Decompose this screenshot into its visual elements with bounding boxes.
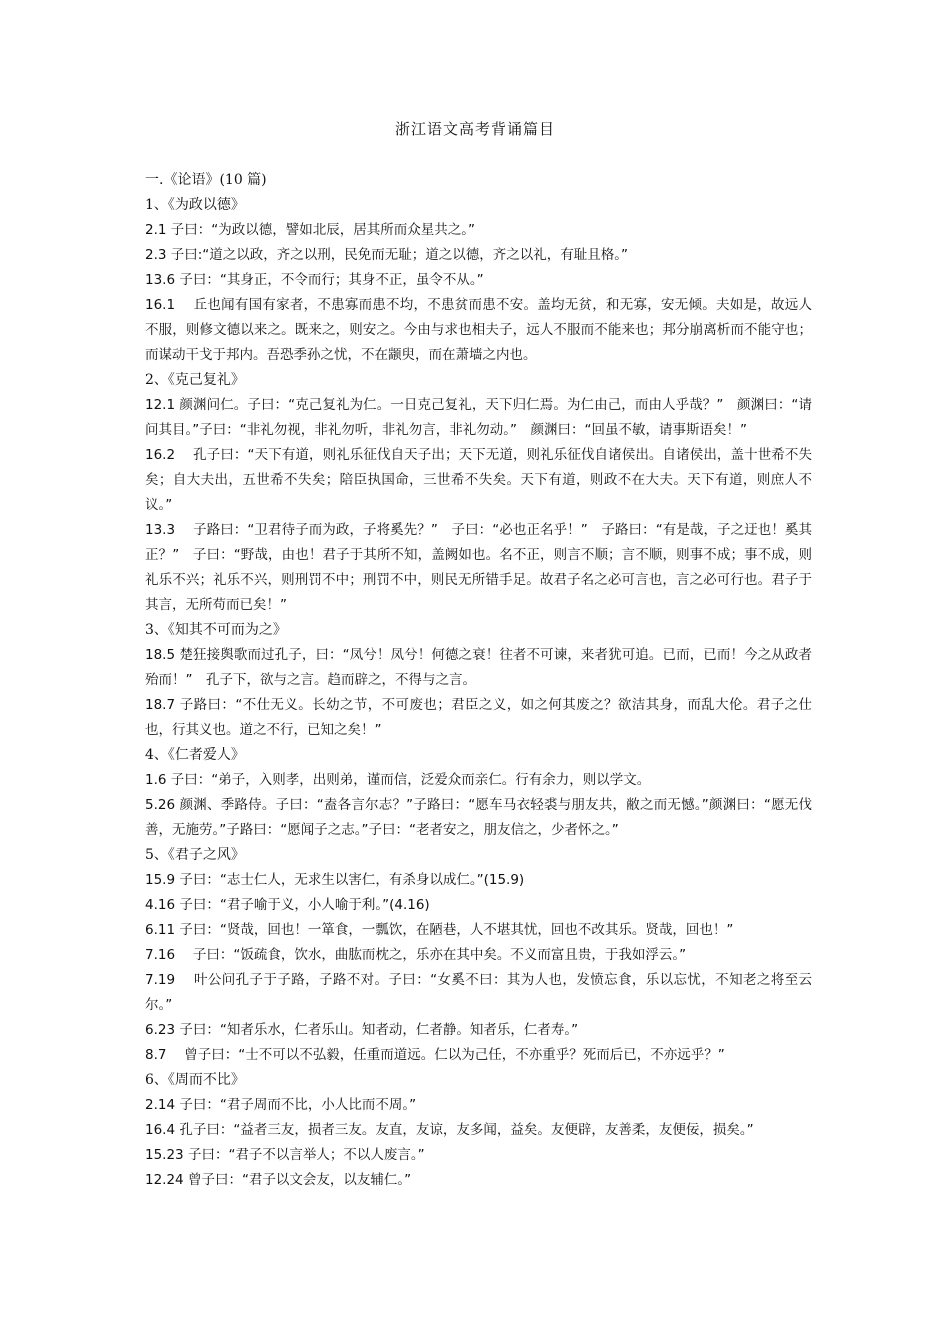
passage-line: 16.4 孔子曰：“益者三友，损者三友。友直，友谅，友多闻，益矣。友便辟，友善柔，友便佞，损矣。” (145, 1122, 754, 1138)
section-heading: 一.《论语》(10 篇) (145, 172, 267, 188)
section-heading: 5、《君子之风》 (145, 847, 245, 863)
passage-line: 7.19 叶公问孔子于子路，子路不对。子曰：“女奚不曰：其为人也，发愤忘食，乐以忘忧，不知老之将至云尔。” (145, 972, 812, 1013)
section-heading: 3、《知其不可而为之》 (145, 622, 287, 638)
passage-line: 7.16 子曰：“饭疏食，饮水，曲肱而枕之，乐亦在其中矣。不义而富且贵，于我如浮云。” (145, 947, 687, 963)
section-heading: 2、《克己复礼》 (145, 372, 245, 388)
section-heading: 6、《周而不比》 (145, 1072, 245, 1088)
passage-line: 8.7 曾子曰：“士不可以不弘毅，任重而道远。仁以为己任，不亦重乎？死而后已，不亦远乎？” (145, 1047, 725, 1063)
passage-line: 12.24 曾子曰：“君子以文会友，以友辅仁。” (145, 1172, 412, 1188)
passage-line: 18.5 楚狂接舆歌而过孔子，曰：“凤兮！凤兮！何德之衰！往者不可谏，来者犹可追。已而，已而！今之从政者殆而！” 孔子下，欲与之言。趋而辟之，不得与之言。 (145, 647, 812, 688)
passage-line: 6.11 子曰：“贤哉，回也！一箪食，一瓢饮，在陋巷，人不堪其忧，回也不改其乐。贤哉，回也！” (145, 922, 734, 938)
passage-line: 6.23 子曰：“知者乐水，仁者乐山。知者动，仁者静。知者乐，仁者寿。” (145, 1022, 579, 1038)
passage-line: 15.9 子曰：“志士仁人，无求生以害仁，有杀身以成仁。”(15.9) (145, 872, 525, 888)
passage-line: 5.26 颜渊、季路侍。子曰：“盍各言尔志？”子路曰：“愿车马衣轻裘与朋友共，敝之而无憾。”颜渊曰：“愿无伐善，无施劳。”子路曰：“愿闻子之志。”子曰：“老者安之，朋友信之，少者怀之。” (145, 797, 812, 838)
passage-line: 12.1 颜渊问仁。子曰：“克己复礼为仁。一日克己复礼，天下归仁焉。为仁由己，而由人乎哉？” 颜渊曰：“请问其目。”子曰：“非礼勿视，非礼勿听，非礼勿言，非礼勿动。” 颜渊曰：“回虽不敏，请事斯语矣！” (145, 397, 812, 438)
passage-line: 2.14 子曰：“君子周而不比，小人比而不周。” (145, 1097, 417, 1113)
document-body (145, 168, 812, 1193)
passage-line: 16.1 丘也闻有国有家者，不患寡而患不均，不患贫而患不安。盖均无贫，和无寡，安无倾。夫如是，故远人不服，则修文德以来之。既来之，则安之。今由与求也相夫子，远人不服而不能来也；邦分崩离析而不能守也；而谋动干戈于邦内。吾恐季孙之忧，不在颛臾，而在萧墙之内也。 (145, 297, 812, 363)
section-heading: 1、《为政以德》 (145, 197, 245, 213)
passage-line: 18.7 子路曰：“不仕无义。长幼之节，不可废也；君臣之义，如之何其废之？欲洁其身，而乱大伦。君子之仕也，行其义也。道之不行，已知之矣！” (145, 697, 812, 738)
passage-line: 4.16 子曰：“君子喻于义，小人喻于利。”(4.16) (145, 897, 430, 913)
passage-line: 1.6 子曰：“弟子，入则孝，出则弟，谨而信，泛爱众而亲仁。行有余力，则以学文。 (145, 772, 651, 788)
passage-line: 2.3 子曰:“道之以政，齐之以刑，民免而无耻；道之以德，齐之以礼，有耻且格。” (145, 247, 629, 263)
passage-line: 13.6 子曰：“其身正，不令而行；其身不正，虽令不从。” (145, 272, 484, 288)
passage-line: 16.2 孔子曰：“天下有道，则礼乐征伐自天子出；天下无道，则礼乐征伐自诸侯出。自诸侯出，盖十世希不失矣；自大夫出，五世希不失矣；陪臣执国命，三世希不失矣。天下有道，则政不在大夫。天下有道，则庶人不议。” (145, 447, 812, 513)
passage-line: 15.23 子曰：“君子不以言举人；不以人废言。” (145, 1147, 425, 1163)
section-heading: 4、《仁者爱人》 (145, 747, 245, 763)
document-title: 浙江语文高考背诵篇目 (394, 120, 555, 138)
passage-line: 2.1 子曰：“为政以德，譬如北辰，居其所而众星共之。” (145, 222, 475, 238)
passage-line: 13.3 子路曰：“卫君待子而为政，子将奚先？” 子曰：“必也正名乎！” 子路曰：“有是哉，子之迂也！奚其正？” 子曰：“野哉，由也！君子于其所不知，盖阙如也。名不正，则言不顺；言不顺，则事不成；事不成，则礼乐不兴；礼乐不兴，则刑罚不中；刑罚不中，则民无所错手足。故君子名之必可言也，言之必可行也。君子于其言，无所苟而已矣！” (145, 522, 812, 613)
